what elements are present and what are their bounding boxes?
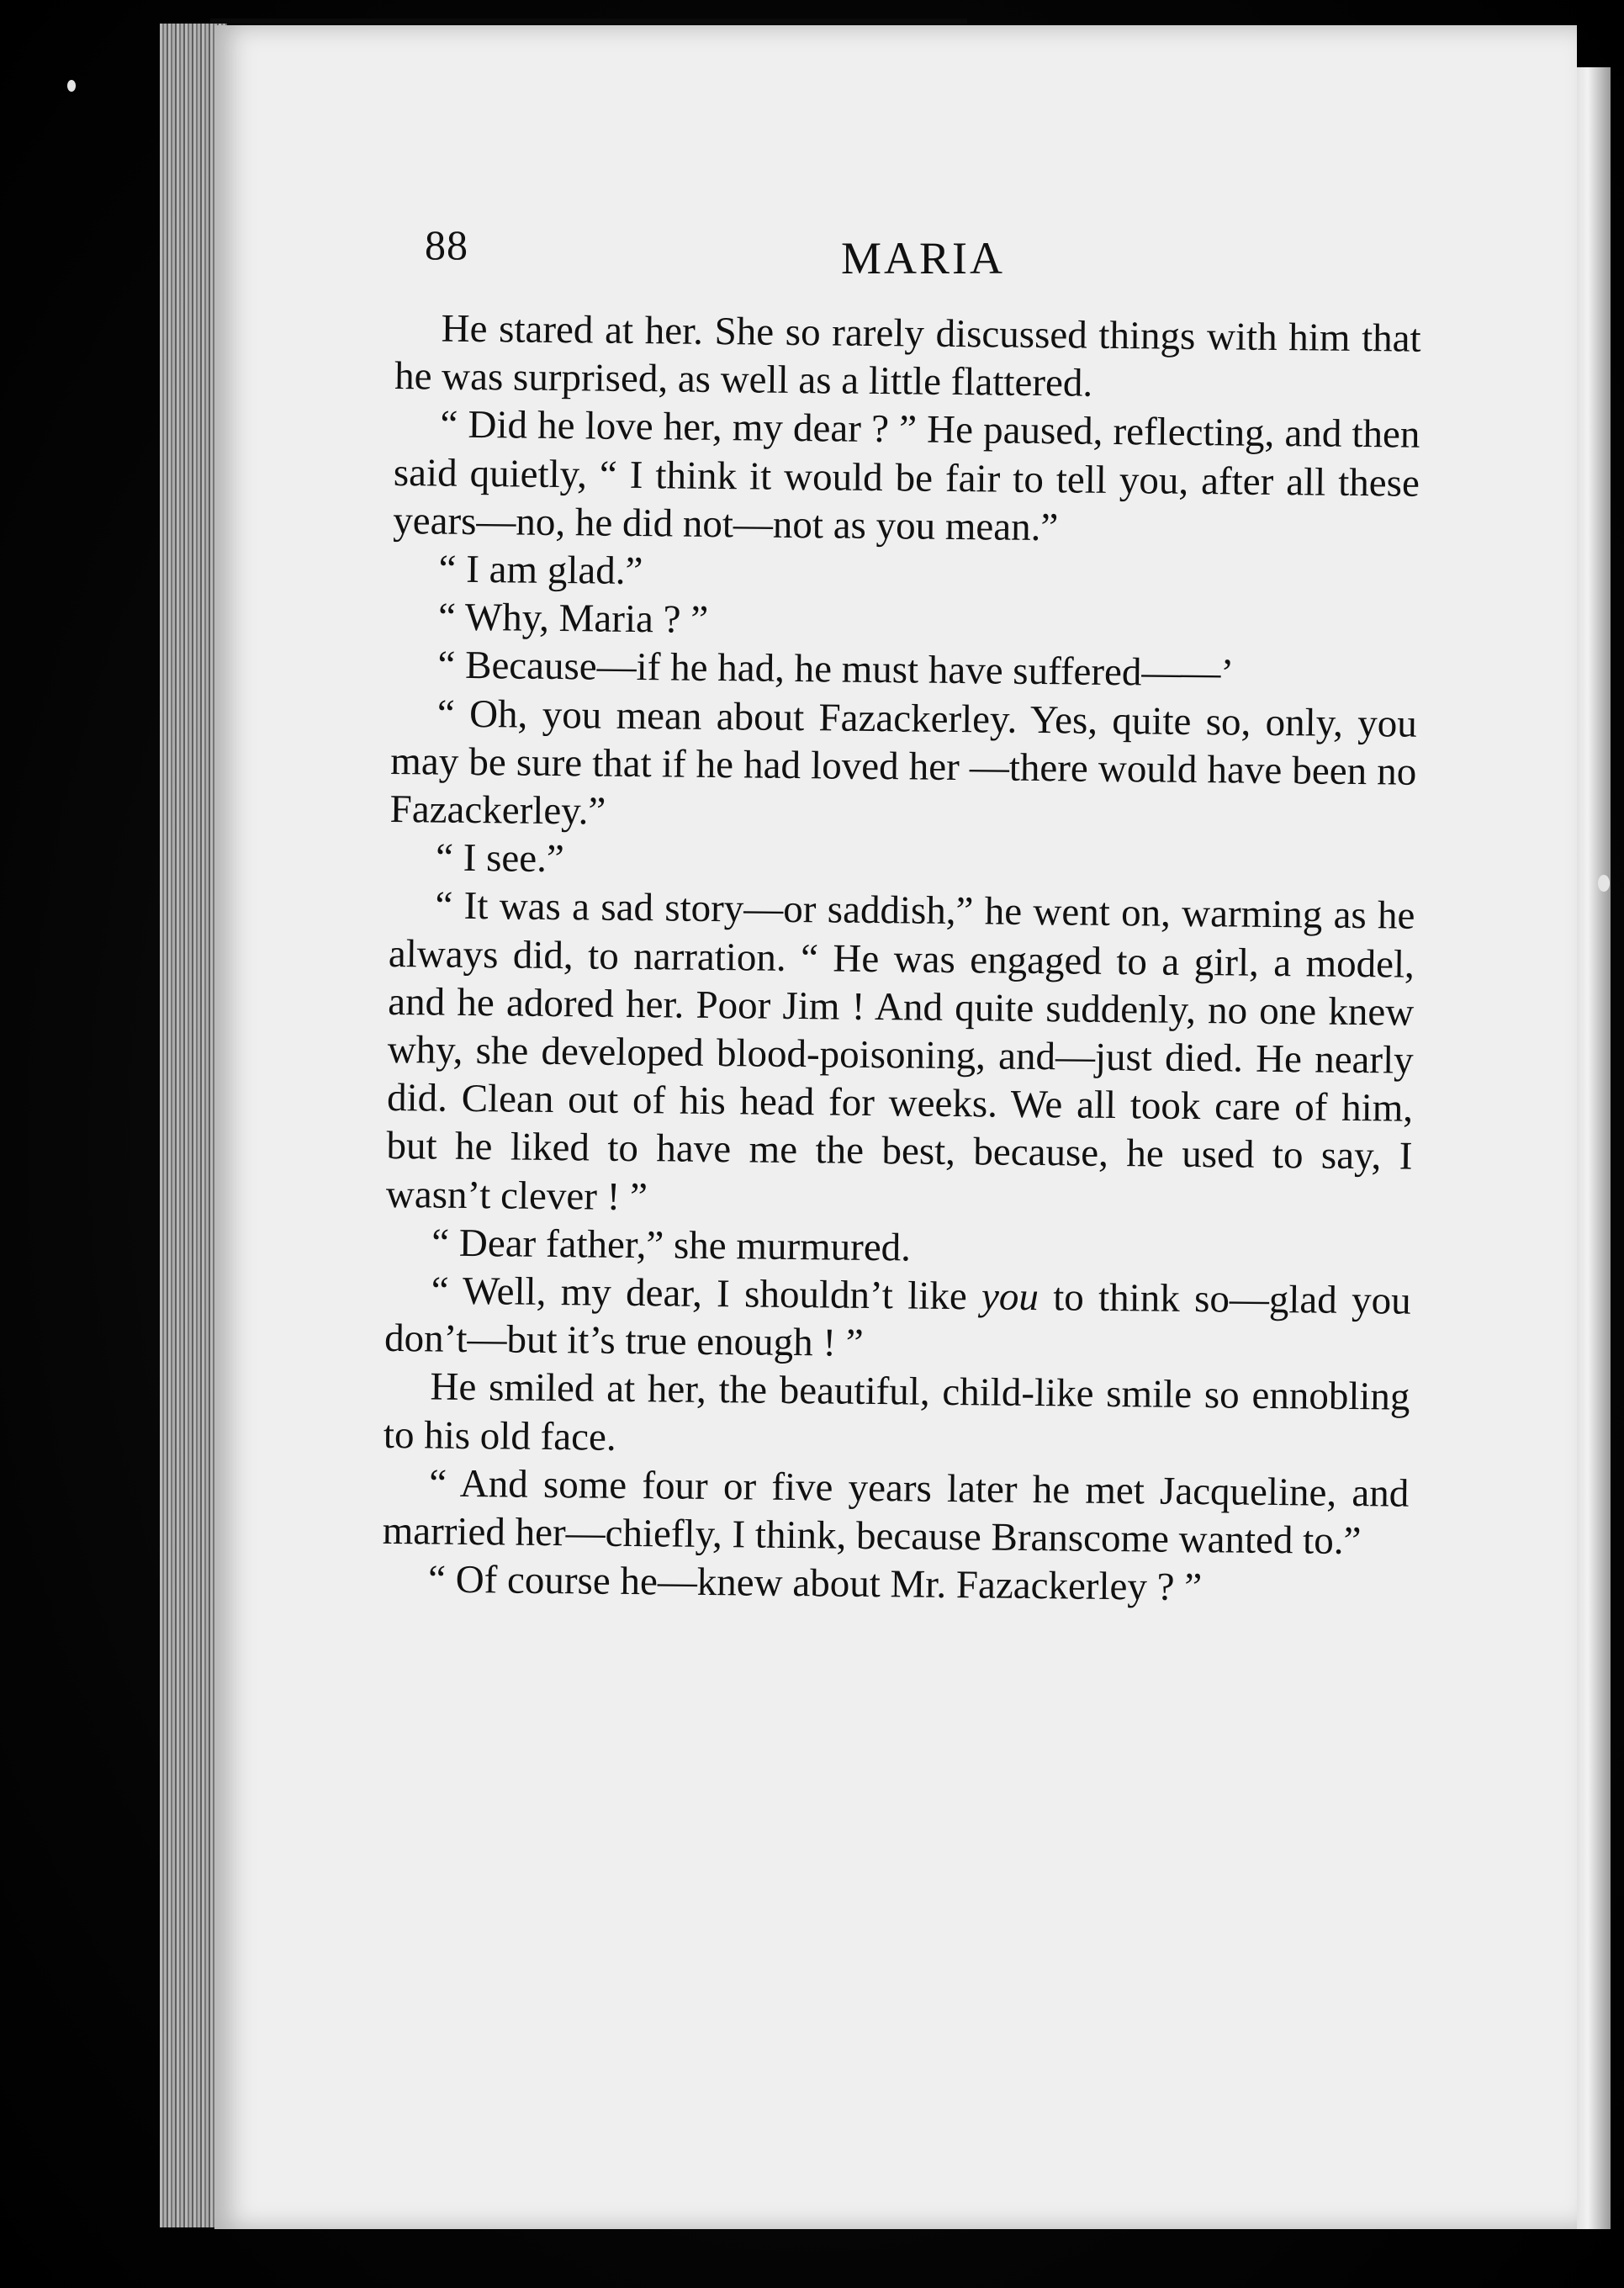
scan-speck xyxy=(67,80,76,92)
paragraph: “ I am glad.” xyxy=(438,547,643,594)
paragraph: He smiled at her, the beautiful, child-like smile so ennobling to his old face. xyxy=(383,1364,1410,1459)
paragraph-text: “ Well, my dear, I shouldn’t like xyxy=(431,1268,982,1319)
paragraph: “ Did he love her, my dear ? ” He paused, reflecting, and then said quietly, “ I think it would be fair to tell you, after all these years—no, he did not—not as you mean.” xyxy=(393,402,1420,550)
paragraph: “ Of course he—knew about Mr. Fazackerley ? ” xyxy=(427,1557,1203,1610)
running-title: MARIA xyxy=(841,233,1006,283)
paragraph: “ Dear father,” she murmured. xyxy=(431,1221,912,1270)
paragraph-text: to think so—glad you don’t—but it’s true enough ! ” xyxy=(384,1275,1411,1366)
paragraph xyxy=(384,1267,1411,1374)
paragraph: “ It was a sad story—or saddish,” he went on, warming as he always did, to narration. “ He was engaged to a girl, a model, and he adored her. Poor Jim ! And quite suddenly, no one knew why, she developed blood-poisoning, and—just died. He nearly did. Clean out of his head for weeks. We all took care of him, but he liked to have me the best, because, he used to say, I wasn’t clever ! ” xyxy=(385,883,1415,1219)
paragraph: “ And some four or five years later he met Jacqueline, and married her—chiefly, I think, because Branscome wanted to.” xyxy=(382,1461,1410,1564)
paragraph: He stared at her. She so rarely discussed things with him that he was surprised, as well as a little flattered. xyxy=(394,306,1421,405)
paragraph: “ I see.” xyxy=(435,835,565,882)
page-number: 88 xyxy=(425,221,468,268)
paragraph: “ Oh, you mean about Fazackerley. Yes, quite so, only, you may be sure that if he had loved her —there would have been no Fazackerley.” xyxy=(389,691,1418,834)
scan-speck xyxy=(1598,875,1610,892)
paragraph: “ Because—if he had, he must have suffered——’ xyxy=(437,643,1235,696)
paragraph: “ Why, Maria ? ” xyxy=(437,595,709,643)
body-text xyxy=(382,305,1421,1614)
emphasized-word: you xyxy=(981,1274,1039,1320)
page-header xyxy=(425,220,1434,288)
top-binding-edge xyxy=(210,19,967,24)
right-page-edge xyxy=(1573,67,1611,2229)
